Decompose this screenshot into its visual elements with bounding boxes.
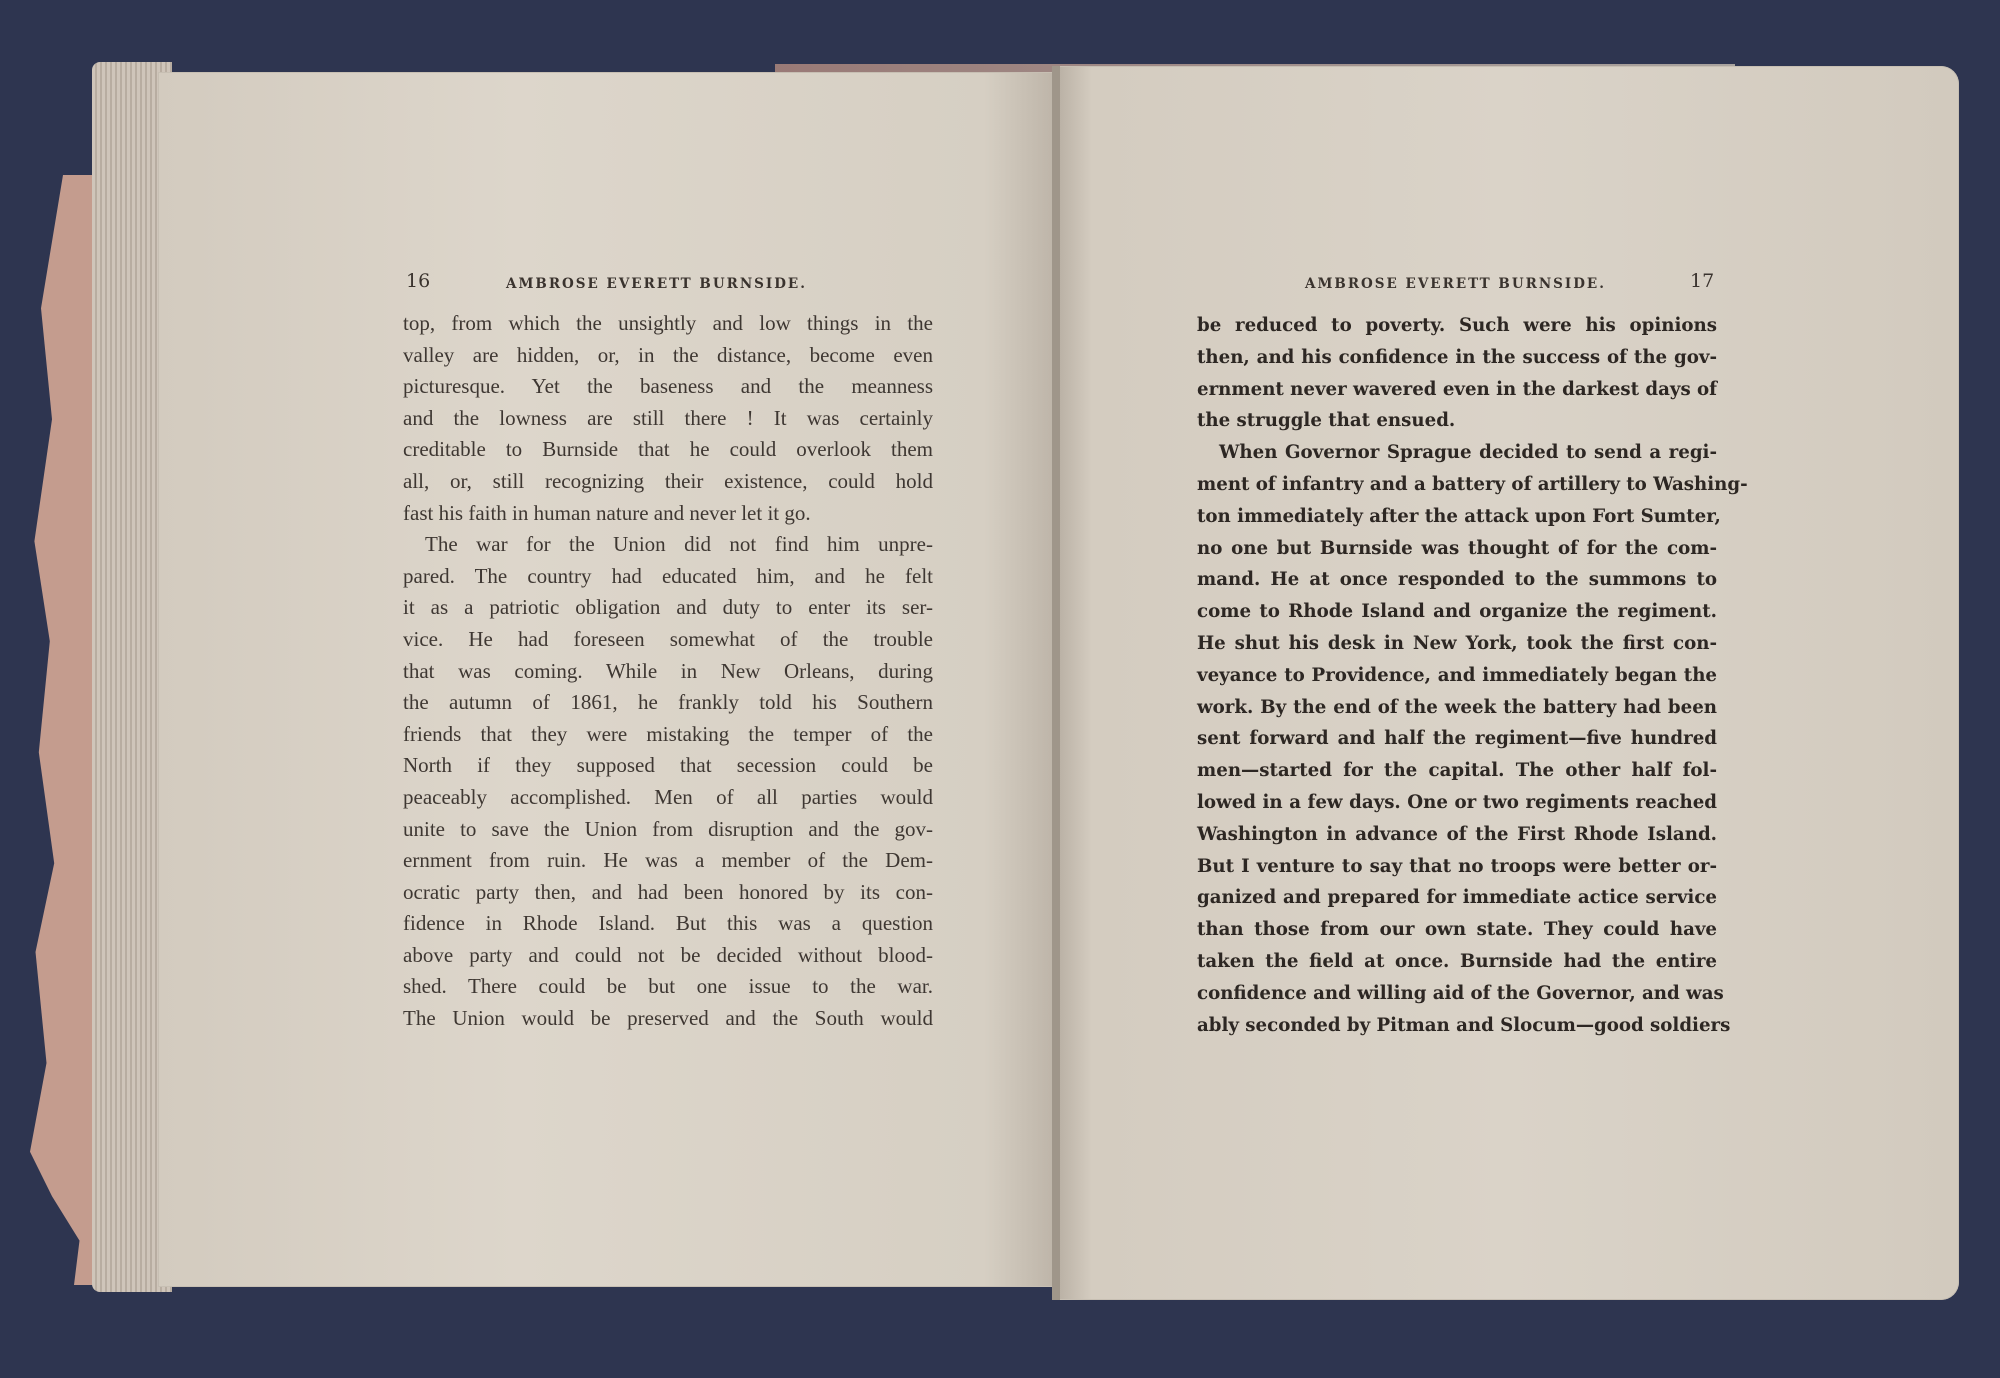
right-page-body [1197, 310, 1748, 1041]
text-line: lowed in a few days. One or two regiments reached [1197, 791, 1717, 813]
text-line: ably seconded by Pitman and Slocum—good soldiers [1197, 1014, 1731, 1036]
text-line: peaceably accomplished. Men of all parties would [403, 784, 933, 809]
text-line: ocratic party then, and had been honored by its con- [403, 879, 933, 904]
text-line: confidence and willing aid of the Governor, and was [1197, 982, 1724, 1004]
text-line: that was coming. While in New Orleans, during [403, 658, 933, 683]
text-line: valley are hidden, or, in the distance, become even [403, 342, 933, 367]
text-line: men—started for the capital. The other half fol- [1197, 760, 1717, 782]
text-line: vice. He had foreseen somewhat of the trouble [403, 626, 933, 651]
text-line: ganized and prepared for immediate actice service [1197, 887, 1717, 909]
left-page-number: 16 [406, 270, 431, 292]
text-line: no one but Burnside was thought of for the com- [1197, 537, 1717, 559]
text-line: ernment from ruin. He was a member of the Dem- [403, 848, 933, 873]
text-line: fidence in Rhode Island. But this was a question [403, 911, 933, 936]
text-line: fast his faith in human nature and never let it go. [403, 500, 811, 525]
text-line: unite to save the Union from disruption and the gov- [403, 816, 933, 841]
text-line: taken the field at once. Burnside had the entire [1197, 950, 1717, 972]
text-line: friends that they were mistaking the temper of the [403, 721, 933, 746]
text-line: When Governor Sprague decided to send a regi- [1219, 442, 1717, 464]
text-line: ment of infantry and a battery of artillery to Washing- [1197, 473, 1748, 495]
text-line: and the lowness are still there ! It was certainly [403, 405, 933, 430]
text-line: But I venture to say that no troops were better or- [1197, 855, 1717, 877]
text-line: He shut his desk in New York, took the first con- [1197, 632, 1717, 654]
text-line: ernment never wavered even in the darkest days of [1197, 378, 1717, 400]
text-line: be reduced to poverty. Such were his opinions [1197, 315, 1717, 336]
text-line: than those from our own state. They could have [1197, 919, 1717, 941]
text-line: then, and his confidence in the success of the gov- [1197, 346, 1717, 368]
text-line: creditable to Burnside that he could overlook them [403, 437, 933, 462]
text-line: shed. There could be but one issue to the war. [403, 974, 933, 999]
text-line: come to Rhode Island and organize the regiment. [1197, 601, 1717, 623]
text-line: Washington in advance of the First Rhode Island. [1197, 823, 1717, 845]
text-line: picturesque. Yet the baseness and the meanness [403, 374, 933, 399]
right-running-header: AMBROSE EVERETT BURNSIDE. [1305, 276, 1606, 292]
text-line: The Union would be preserved and the South would [403, 1006, 933, 1031]
text-line: the autumn of 1861, he frankly told his Southern [403, 690, 933, 715]
text-line: top, from which the unsightly and low things in the [403, 311, 933, 335]
text-line: The war for the Union did not find him unpre- [425, 532, 933, 557]
right-page-number: 17 [1690, 270, 1715, 292]
text-line: work. By the end of the week the battery had been [1197, 696, 1717, 718]
book-gutter [1052, 66, 1060, 1300]
left-page-body [403, 308, 933, 1035]
text-line: all, or, still recognizing their existence, could hold [403, 468, 933, 493]
text-line: above party and could not be decided without blood- [403, 942, 933, 967]
text-line: sent forward and half the regiment—five hundred [1197, 728, 1717, 750]
left-running-header: AMBROSE EVERETT BURNSIDE. [506, 276, 807, 292]
text-line: veyance to Providence, and immediately began the [1197, 664, 1717, 686]
text-line: North if they supposed that secession could be [403, 753, 933, 778]
text-line: ton immediately after the attack upon Fort Sumter, [1197, 505, 1721, 527]
text-line: it as a patriotic obligation and duty to enter its ser- [403, 595, 933, 620]
text-line: pared. The country had educated him, and he felt [403, 563, 933, 588]
text-line: the struggle that ensued. [1197, 410, 1456, 432]
text-line: mand. He at once responded to the summons to [1197, 569, 1717, 591]
